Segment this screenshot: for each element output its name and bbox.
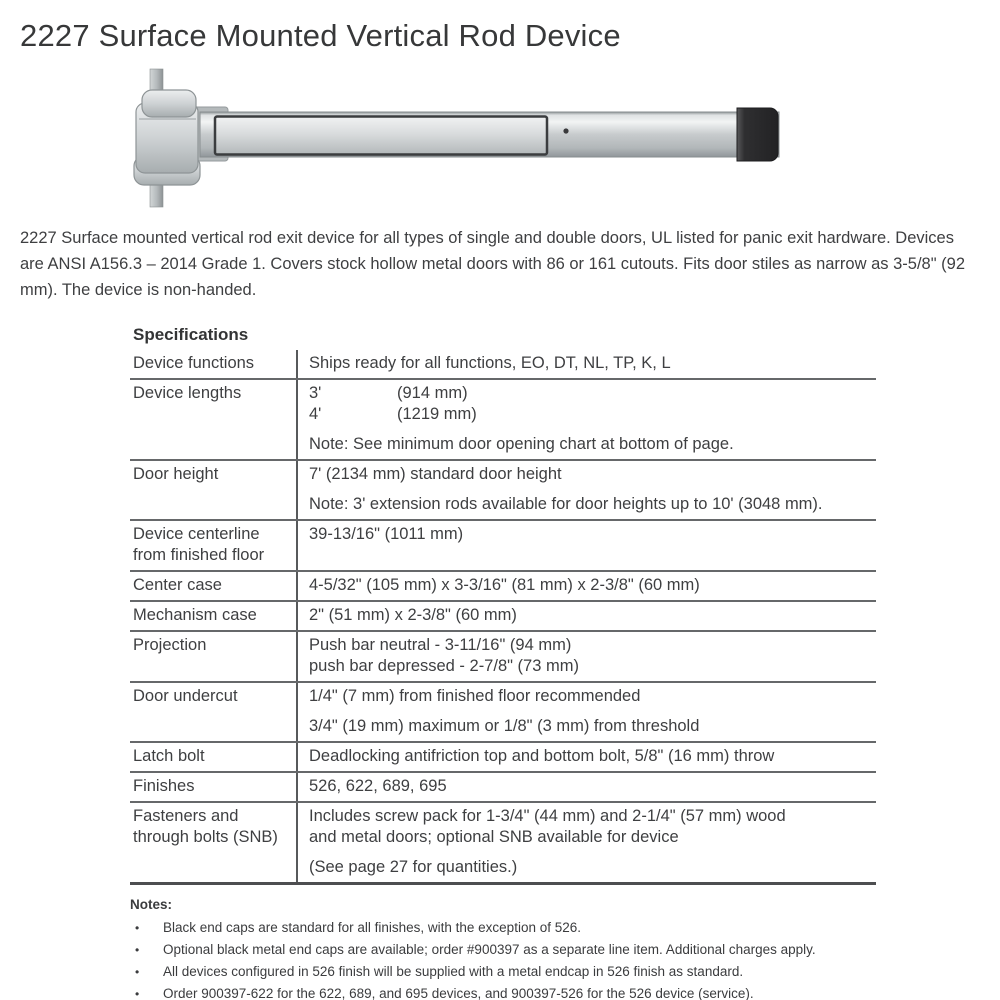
projection-neutral: Push bar neutral - 3-11/16" (94 mm) [309,636,572,654]
spec-row-device-centerline [130,519,876,570]
spec-value [298,380,876,459]
note-text: Black end caps are standard for all finishes, with the exception of 526. [163,920,581,935]
spec-note: Note: See minimum door opening chart at bottom of page. [309,435,734,453]
push-bar-pad [215,117,547,155]
spec-value: Deadlocking antifriction top and bottom bolt, 5/8" (16 mm) throw [309,747,775,765]
length-mm: (1219 mm) [397,405,477,423]
spec-label: Fasteners and through bolts (SNB) [130,803,298,882]
spec-row-latch-bolt [130,741,876,771]
spec-row-projection [130,630,876,681]
end-cap [737,108,778,161]
bullet-icon: • [135,965,140,979]
length-option [309,383,872,404]
spec-row-door-height [130,459,876,519]
fasteners-detail: Includes screw pack for 1-3/4" (44 mm) and 2-1/4" (57 mm) wood and metal doors; optional SNB available for device [309,807,786,846]
spec-value: 4-5/32" (105 mm) x 3-3/16" (81 mm) x 2-3/8" (60 mm) [309,576,700,594]
spec-label: Mechanism case [130,602,298,630]
spec-value: Ships ready for all functions, EO, DT, NL, TP, K, L [309,354,671,372]
length-feet: 4' [309,405,322,423]
fasteners-see-page: (See page 27 for quantities.) [309,858,518,876]
spec-value: 39-13/16" (1011 mm) [309,525,464,543]
spec-value [298,683,876,741]
page-title: 2227 Surface Mounted Vertical Rod Device [20,18,621,53]
spec-row-mechanism-case [130,600,876,630]
undercut-maximum: 3/4" (19 mm) maximum or 1/8" (3 mm) from threshold [309,717,700,735]
note-item [130,962,975,982]
note-text: All devices configured in 526 finish will be supplied with a metal endcap in 526 finish as standard. [163,964,744,979]
spec-row-door-undercut [130,681,876,741]
note-text: Optional black metal end caps are available; order #900397 as a separate line item. Additional charges apply. [163,942,816,957]
bullet-icon: • [135,943,140,957]
notes-section [130,895,975,1000]
spec-label: Center case [130,572,298,600]
spec-label: Device functions [130,350,298,378]
rail-screw-dot [563,128,568,133]
specifications-heading: Specifications [133,325,249,344]
spec-value [298,632,876,681]
bullet-icon: • [135,987,140,1000]
spec-value [298,803,876,882]
spec-label: Device lengths [130,380,298,459]
door-height-value: 7' (2134 mm) standard door height [309,465,562,483]
center-case-top-cap [142,90,196,117]
spec-label: Latch bolt [130,743,298,771]
spec-row-device-lengths [130,378,876,459]
note-item [130,918,975,938]
exit-device-image [0,57,1000,209]
length-option [309,404,872,425]
length-feet: 3' [309,384,322,402]
spec-label: Door height [130,461,298,519]
spec-value: 526, 622, 689, 695 [309,777,447,795]
spec-label: Device centerline from finished floor [130,521,298,570]
spec-label: Projection [130,632,298,681]
notes-heading: Notes: [130,897,173,912]
spec-value: 2" (51 mm) x 2-3/8" (60 mm) [309,606,517,624]
intro-paragraph: 2227 Surface mounted vertical rod exit device for all types of single and double doors, UL listed for panic exit hardware. Devices are ANSI A156.3 – 2014 Grade 1. Covers stock hollow metal doors with 86 or 161 cutouts. Fits door stiles as narrow as 3-5/8" (92 mm). The device is non-handed. [20,229,966,299]
note-item [130,940,975,960]
note-item [130,984,975,1000]
spec-row-fasteners [130,801,876,882]
bullet-icon: • [135,921,140,935]
note-text: Order 900397-622 for the 622, 689, and 695 devices, and 900397-526 for the 526 device (service). [163,986,754,1000]
spec-row-device-functions [130,350,876,378]
specifications-table [130,350,876,885]
undercut-recommended: 1/4" (7 mm) from finished floor recommended [309,687,641,705]
device-illustration [0,57,1000,209]
spec-note: Note: 3' extension rods available for door heights up to 10' (3048 mm). [309,495,823,513]
specifications-section [130,325,876,885]
spec-row-finishes [130,771,876,801]
spec-value [298,461,876,519]
projection-depressed: push bar depressed - 2-7/8" (73 mm) [309,657,579,675]
spec-row-center-case [130,570,876,600]
spec-label: Door undercut [130,683,298,741]
length-mm: (914 mm) [397,384,468,402]
spec-label: Finishes [130,773,298,801]
